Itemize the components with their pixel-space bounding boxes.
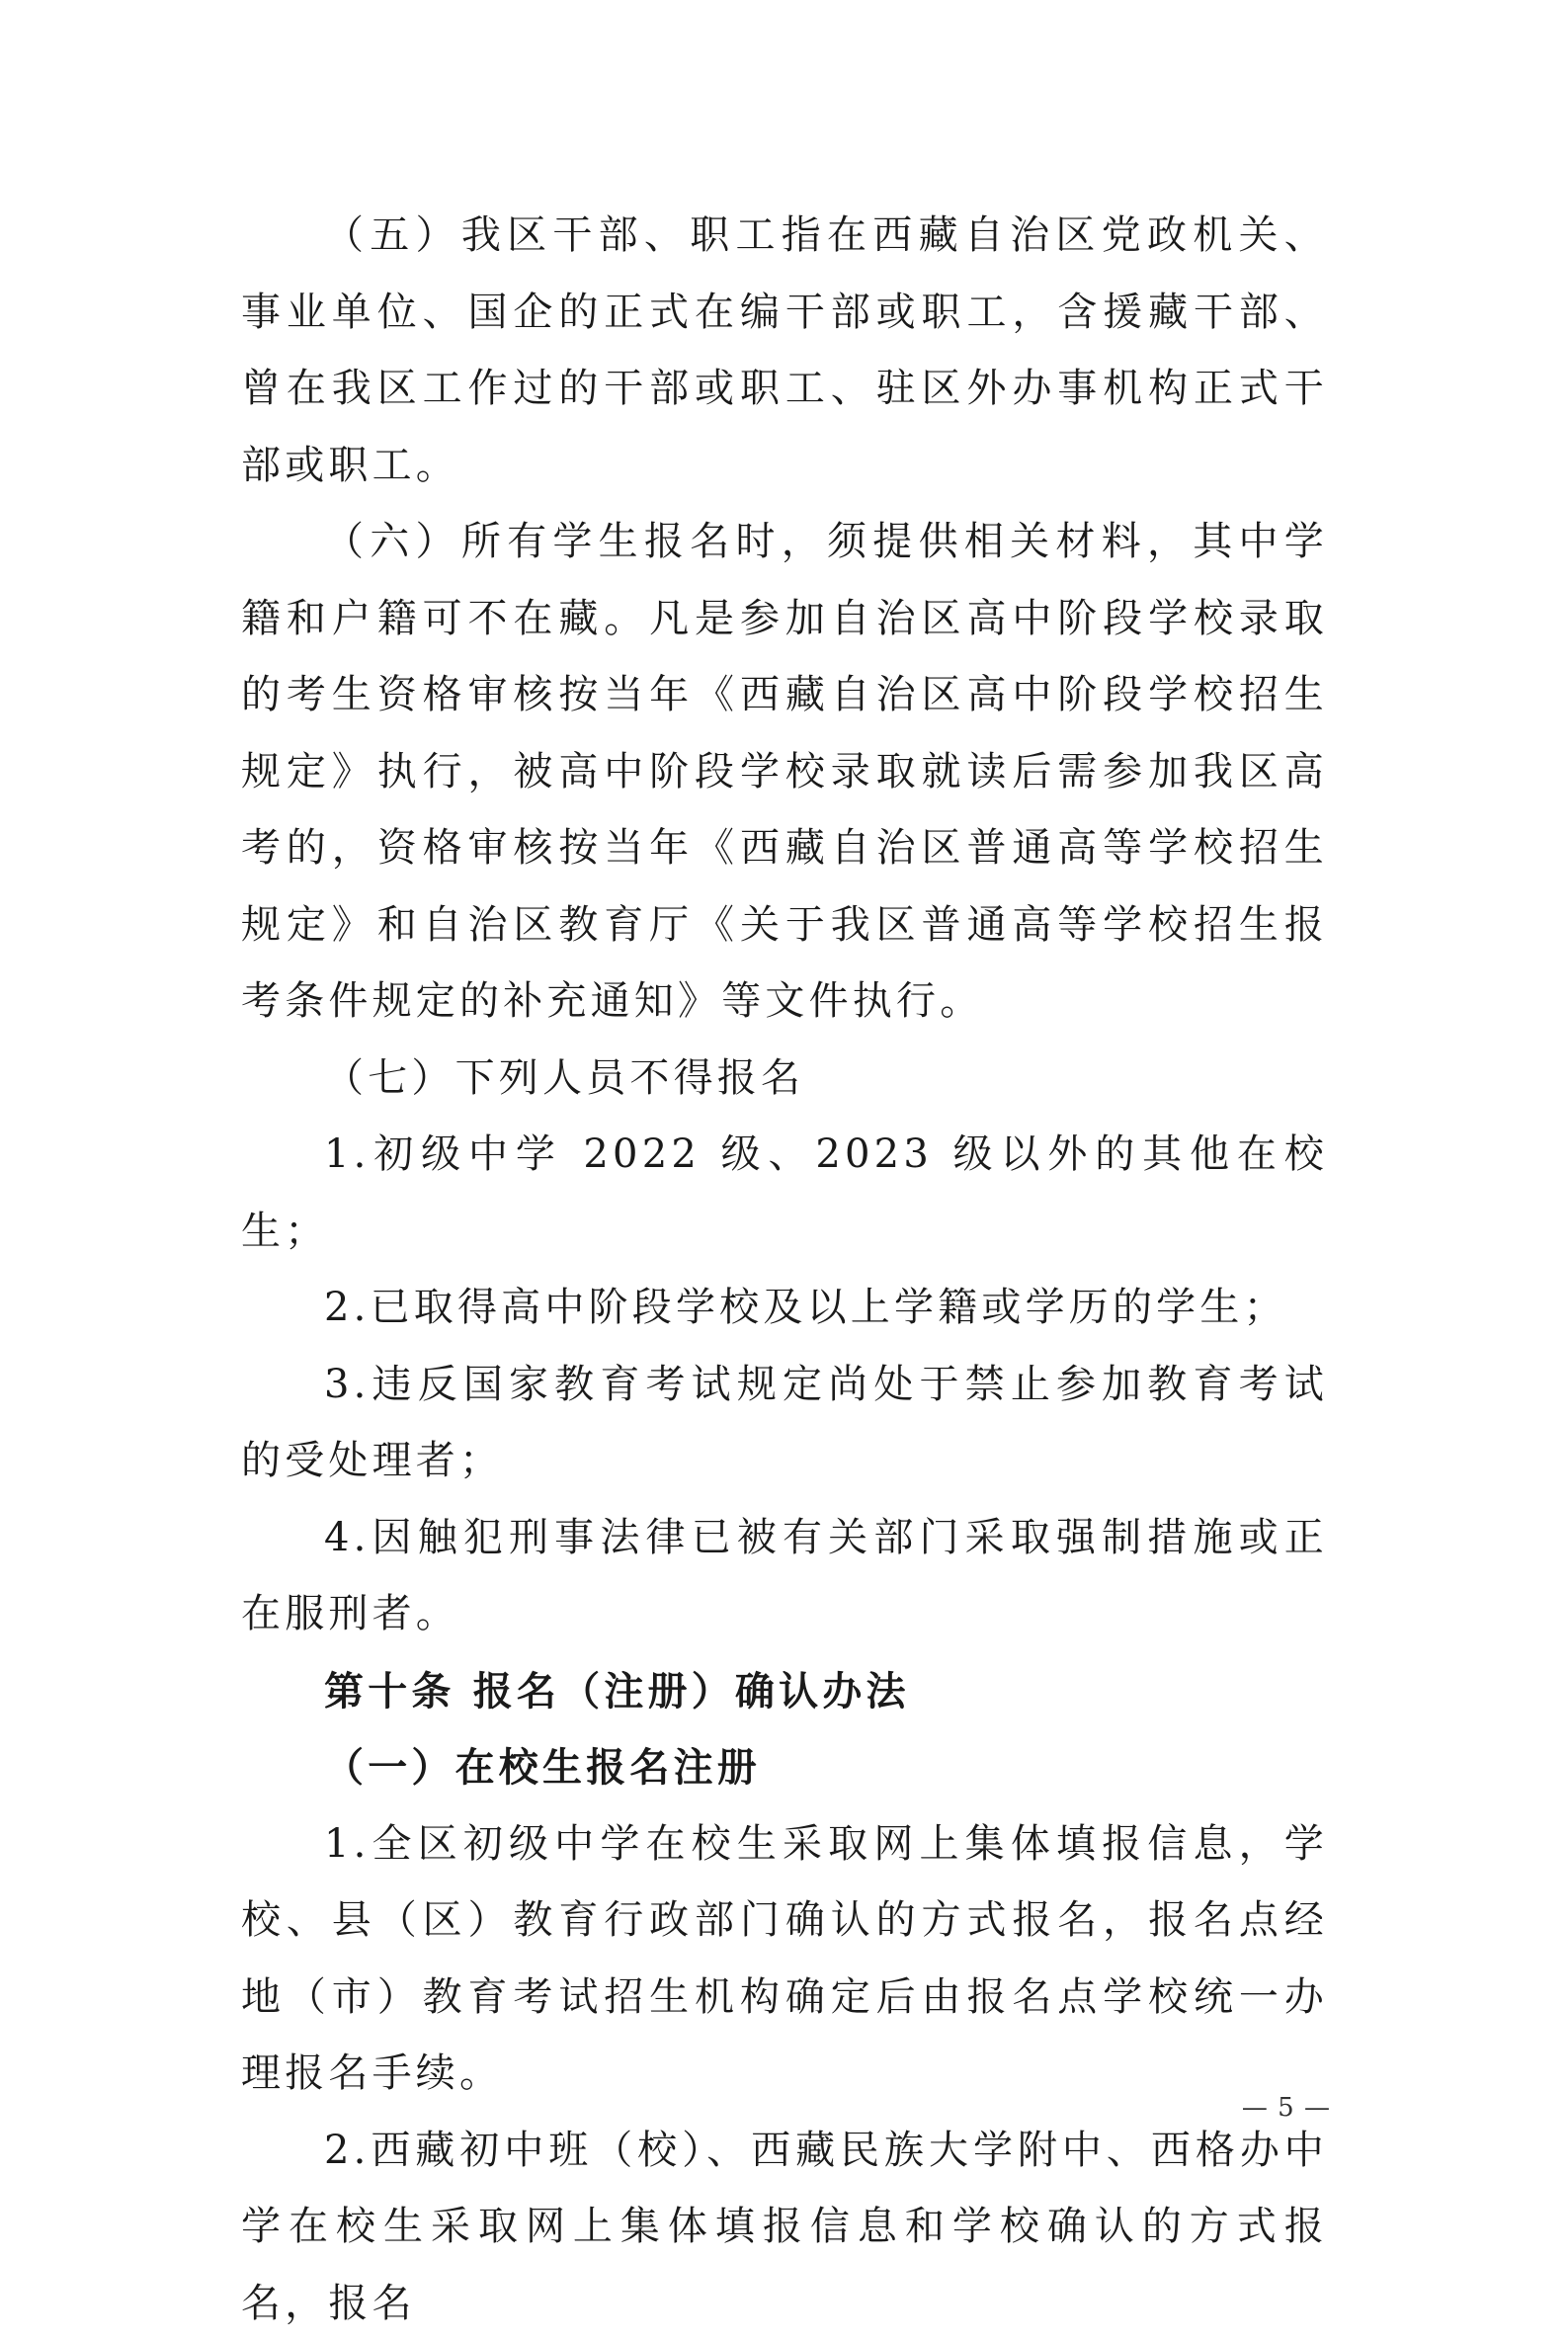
list-item-4: 4.因触犯刑事法律已被有关部门采取强制措施或正在服刑者。 xyxy=(241,1500,1328,1653)
section-heading: （一）在校生报名注册 xyxy=(241,1729,1328,1806)
registration-item-1: 1.全区初级中学在校生采取网上集体填报信息，学校、县（区）教育行政部门确认的方式报名，报名点经地（市）教育考试招生机构确定后由报名点学校统一办理报名手续。 xyxy=(241,1806,1328,2113)
article-heading: 第十条 报名（注册）确认办法 xyxy=(241,1653,1328,1730)
paragraph-item-5: （五）我区干部、职工指在西藏自治区党政机关、事业单位、国企的正式在编干部或职工，含援藏干部、曾在我区工作过的干部或职工、驻区外办事机构正式干部或职工。 xyxy=(241,198,1328,504)
page-number: — 5 — xyxy=(1242,2093,1331,2123)
list-item-3: 3.违反国家教育考试规定尚处于禁止参加教育考试的受处理者； xyxy=(241,1347,1328,1500)
paragraph-item-7: （七）下列人员不得报名 xyxy=(241,1041,1328,1118)
registration-item-2: 2.西藏初中班（校）、西藏民族大学附中、西格办中学在校生采取网上集体填报信息和学校确认的方式报名，报名 xyxy=(241,2113,1328,2342)
paragraph-item-6: （六）所有学生报名时，须提供相关材料，其中学籍和户籍可不在藏。凡是参加自治区高中阶段学校录取的考生资格审核按当年《西藏自治区高中阶段学校招生规定》执行，被高中阶段学校录取就读后需参加我区高考的，资格审核按当年《西藏自治区普通高等学校招生规定》和自治区教育厅《关于我区普通高等学校招生报考条件规定的补充通知》等文件执行。 xyxy=(241,504,1328,1041)
document-body xyxy=(241,198,1328,2342)
list-item-1: 1.初级中学 2022 级、2023 级以外的其他在校生； xyxy=(241,1117,1328,1270)
list-item-2: 2.已取得高中阶段学校及以上学籍或学历的学生； xyxy=(241,1270,1328,1347)
